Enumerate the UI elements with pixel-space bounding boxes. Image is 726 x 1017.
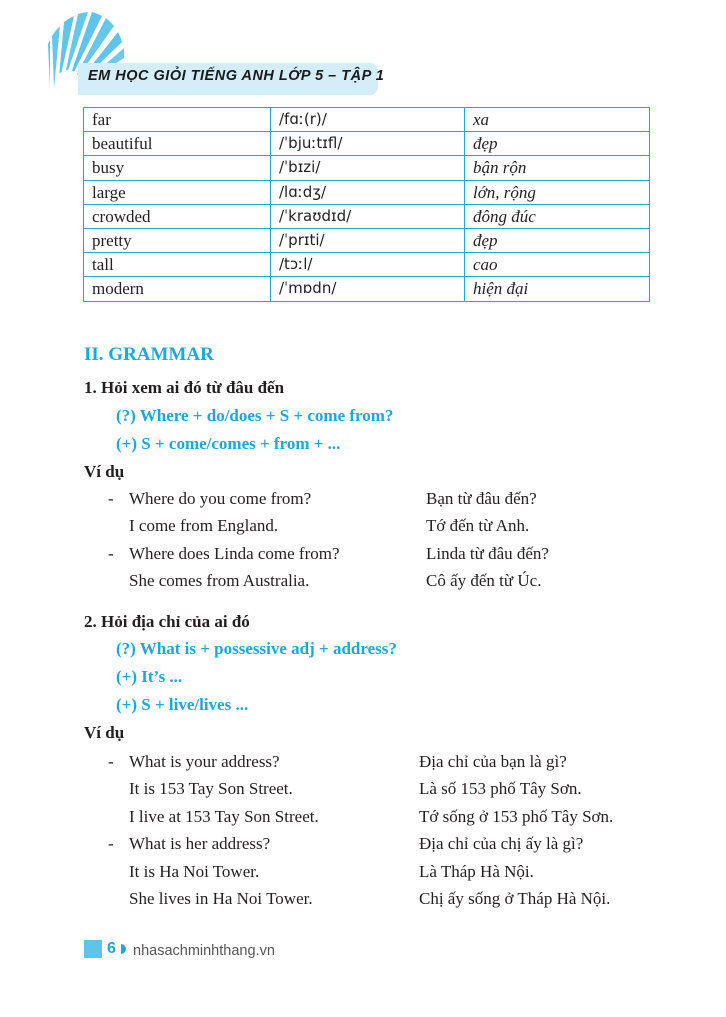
example-english: What is her address?: [129, 834, 271, 853]
example-vietnamese: Tớ sống ở 153 phố Tây Sơn.: [419, 807, 614, 826]
example-english: Where do you come from?: [129, 489, 312, 508]
example-english: I come from England.: [129, 516, 279, 535]
list-dash: -: [108, 834, 114, 853]
footer-square-icon: [84, 940, 102, 958]
example-row: [0, 571, 726, 595]
vocab-row: [84, 204, 650, 228]
subsection-heading-1: 1. Hỏi xem ai đó từ đâu đến: [84, 378, 285, 397]
vocab-ipa: /lɑːdʒ/: [271, 180, 465, 204]
formula-answer-2b: (+) S + live/lives ...: [116, 695, 249, 714]
formula-answer-1: (+) S + come/comes + from + ...: [116, 434, 341, 453]
example-row: [0, 834, 726, 858]
example-english: It is Ha Noi Tower.: [129, 862, 260, 881]
example-row: [0, 889, 726, 913]
example-label-1: Ví dụ: [84, 462, 125, 481]
vocab-meaning: xa: [465, 108, 650, 132]
example-vietnamese: Chị ấy sống ở Tháp Hà Nội.: [419, 889, 611, 908]
example-vietnamese: Địa chỉ của bạn là gì?: [419, 752, 567, 771]
subsection-heading-2: 2. Hỏi địa chỉ của ai đó: [84, 612, 250, 631]
vocab-ipa: /ˈbɪzi/: [271, 156, 465, 180]
vocab-meaning: hiện đại: [465, 277, 650, 301]
vocab-row: [84, 108, 650, 132]
example-vietnamese: Linda từ đâu đến?: [426, 544, 549, 563]
vocab-ipa: /ˈbjuːtɪfl/: [271, 132, 465, 156]
list-dash: -: [108, 752, 114, 771]
vocab-meaning: lớn, rộng: [465, 180, 650, 204]
formula-answer-2a: (+) It’s ...: [116, 667, 183, 686]
vocab-meaning: bận rộn: [465, 156, 650, 180]
example-row: [0, 862, 726, 886]
example-vietnamese: Là số 153 phố Tây Sơn.: [419, 779, 582, 798]
vocab-row: [84, 228, 650, 252]
example-row: [0, 489, 726, 513]
vocab-word: large: [84, 180, 271, 204]
formula-question-1: (?) Where + do/does + S + come from?: [116, 406, 394, 425]
example-label-2: Ví dụ: [84, 723, 125, 742]
vocab-row: [84, 180, 650, 204]
vocab-word: pretty: [84, 228, 271, 252]
vocab-word: beautiful: [84, 132, 271, 156]
example-vietnamese: Tớ đến từ Anh.: [426, 516, 530, 535]
example-row: [0, 516, 726, 540]
vocab-meaning: đẹp: [465, 132, 650, 156]
vocab-meaning: đẹp: [465, 228, 650, 252]
vocab-row: [84, 253, 650, 277]
vocab-ipa: /ˈkraʊdɪd/: [271, 204, 465, 228]
website-text: nhasachminhthang.vn: [133, 943, 275, 959]
vocab-row: [84, 156, 650, 180]
vocab-word: crowded: [84, 204, 271, 228]
vocab-ipa: /tɔːl/: [271, 253, 465, 277]
example-english: Where does Linda come from?: [129, 544, 340, 563]
vocab-meaning: cao: [465, 253, 650, 277]
vocab-word: far: [84, 108, 271, 132]
vocab-ipa: /fɑː(r)/: [271, 108, 465, 132]
vocab-word: modern: [84, 277, 271, 301]
example-english: It is 153 Tay Son Street.: [129, 779, 293, 798]
vocab-ipa: /ˈmɒdn/: [271, 277, 465, 301]
vocab-word: tall: [84, 253, 271, 277]
example-row: [0, 752, 726, 776]
example-vietnamese: Là Tháp Hà Nội.: [419, 862, 534, 881]
formula-question-2: (?) What is + possessive adj + address?: [116, 639, 397, 658]
example-row: [0, 544, 726, 568]
book-title: EM HỌC GIỎI TIẾNG ANH LỚP 5 – TẬP 1: [88, 68, 385, 84]
example-row: [0, 779, 726, 803]
example-english: What is your address?: [129, 752, 280, 771]
page-number: 6: [107, 940, 116, 957]
list-dash: -: [108, 544, 114, 563]
section-title: II. GRAMMAR: [84, 344, 214, 365]
example-english: I live at 153 Tay Son Street.: [129, 807, 319, 826]
example-english: She comes from Australia.: [129, 571, 310, 590]
example-vietnamese: Bạn từ đâu đến?: [426, 489, 537, 508]
vocabulary-table: [83, 107, 650, 302]
vocab-ipa: /ˈprɪti/: [271, 228, 465, 252]
vocab-meaning: đông đúc: [465, 204, 650, 228]
vocab-word: busy: [84, 156, 271, 180]
vocab-row: [84, 132, 650, 156]
list-dash: -: [108, 489, 114, 508]
example-english: She lives in Ha Noi Tower.: [129, 889, 313, 908]
footer-marker-icon: [121, 944, 126, 954]
example-vietnamese: Địa chỉ của chị ấy là gì?: [419, 834, 584, 853]
example-row: [0, 807, 726, 831]
vocab-row: [84, 277, 650, 301]
example-vietnamese: Cô ấy đến từ Úc.: [426, 571, 542, 590]
